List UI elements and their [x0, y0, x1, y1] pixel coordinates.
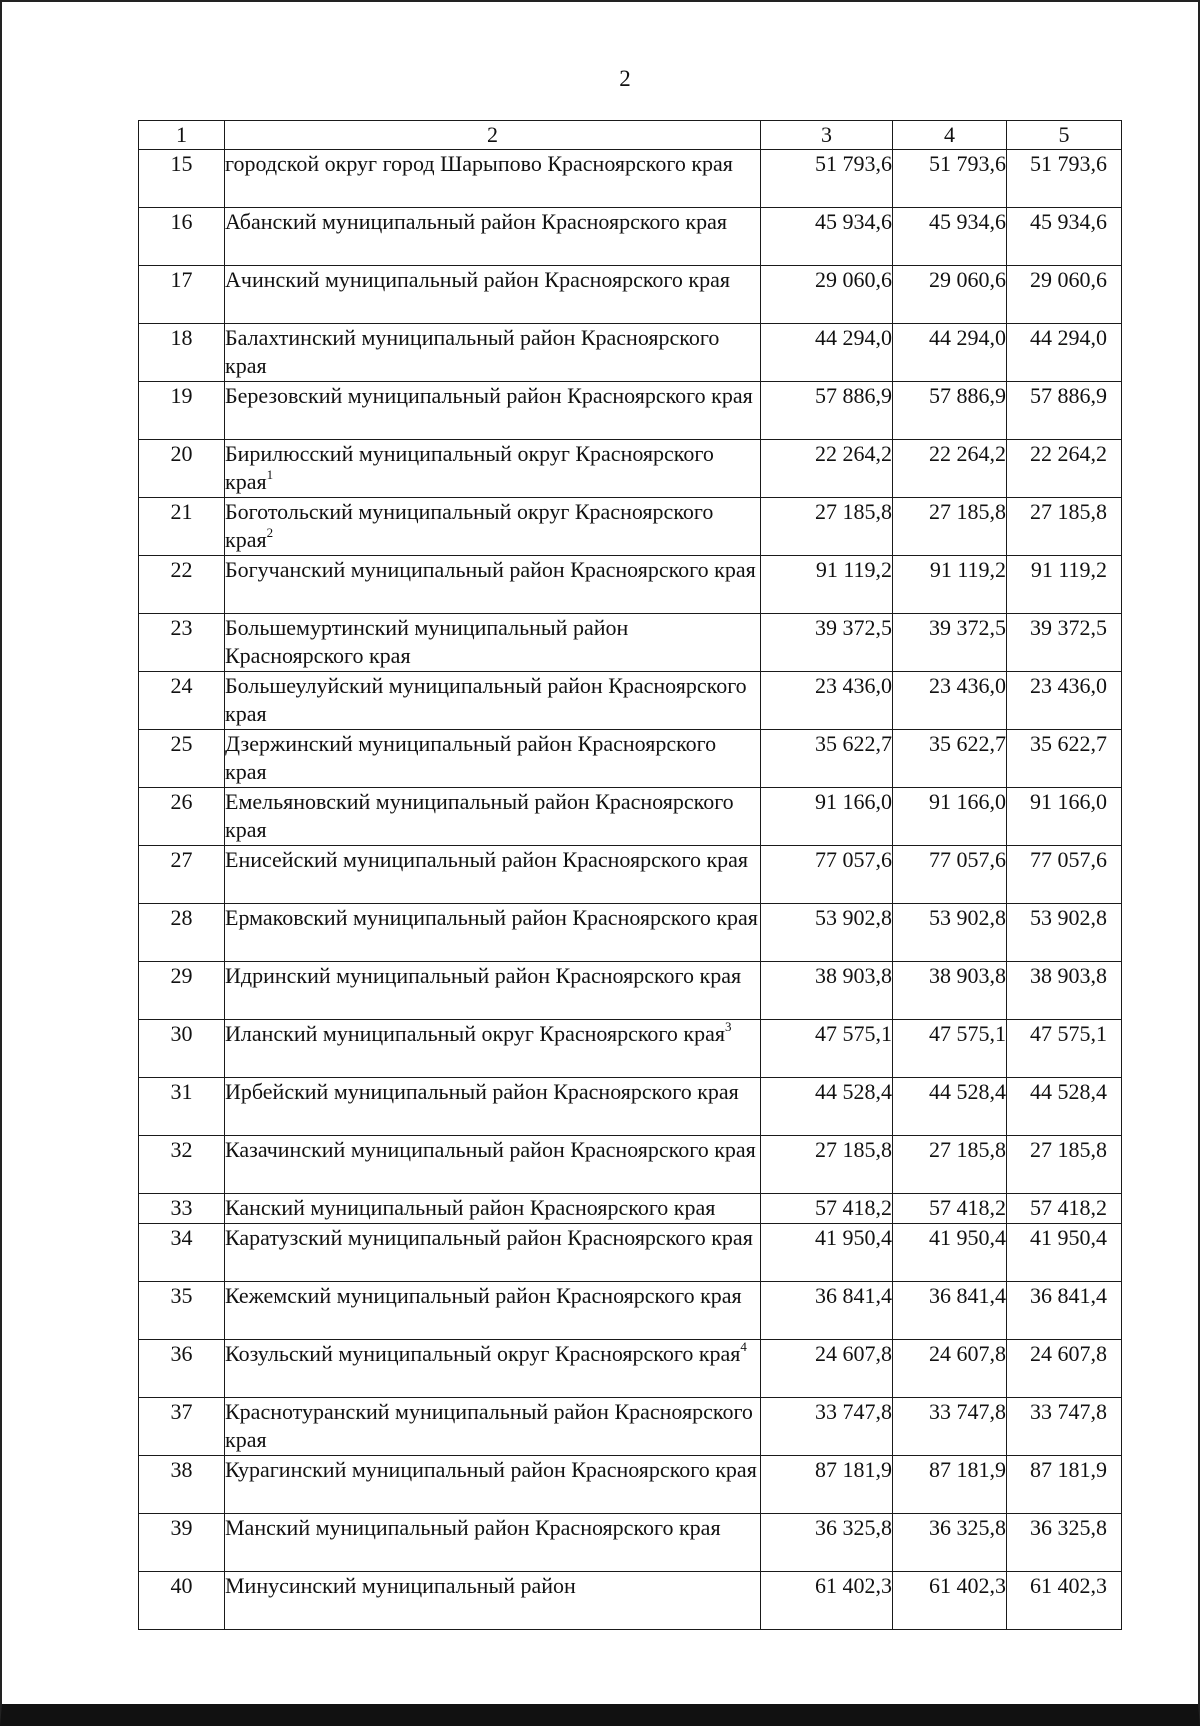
table-row [139, 672, 1122, 730]
value-col-4: 91 166,0 [893, 788, 1007, 846]
value-col-4: 45 934,6 [893, 208, 1007, 266]
table-row [139, 1398, 1122, 1456]
municipality-name: Идринский муниципальный район Красноярского края [225, 963, 742, 988]
value-col-5: 44 528,4 [1007, 1078, 1122, 1136]
municipality-name: Каратузский муниципальный район Красноярского края [225, 1225, 753, 1250]
header-col-1: 1 [139, 121, 225, 150]
municipality-name: Кежемский муниципальный район Красноярского края [225, 1283, 742, 1308]
table-row [139, 1456, 1122, 1514]
value-col-5: 27 185,8 [1007, 1136, 1122, 1194]
row-number: 19 [139, 382, 225, 440]
municipality-name-cell [225, 614, 761, 672]
table-row [139, 1078, 1122, 1136]
value-col-5: 24 607,8 [1007, 1340, 1122, 1398]
table-header-row [139, 121, 1122, 150]
row-number: 35 [139, 1282, 225, 1340]
header-col-2: 2 [225, 121, 761, 150]
value-col-5: 45 934,6 [1007, 208, 1122, 266]
value-col-5: 57 418,2 [1007, 1194, 1122, 1224]
value-col-4: 39 372,5 [893, 614, 1007, 672]
value-col-3: 61 402,3 [761, 1572, 893, 1630]
footnote-marker: 1 [266, 467, 274, 482]
value-col-5: 47 575,1 [1007, 1020, 1122, 1078]
municipality-name: Ачинский муниципальный район Красноярского края [225, 267, 730, 292]
footnote-marker: 2 [266, 525, 274, 540]
value-col-5: 77 057,6 [1007, 846, 1122, 904]
municipality-name-cell [225, 672, 761, 730]
municipality-name: Большеулуйский муниципальный район Красноярского края [225, 673, 747, 726]
municipality-name: Казачинский муниципальный район Красноярского края [225, 1137, 756, 1162]
value-col-5: 38 903,8 [1007, 962, 1122, 1020]
value-col-4: 57 418,2 [893, 1194, 1007, 1224]
value-col-4: 24 607,8 [893, 1340, 1007, 1398]
value-col-3: 44 294,0 [761, 324, 893, 382]
value-col-5: 51 793,6 [1007, 150, 1122, 208]
municipality-name-cell [225, 1136, 761, 1194]
municipality-name-cell [225, 846, 761, 904]
municipality-name-cell [225, 1078, 761, 1136]
value-col-4: 29 060,6 [893, 266, 1007, 324]
header-col-4: 4 [893, 121, 1007, 150]
value-col-4: 41 950,4 [893, 1224, 1007, 1282]
table-row [139, 1194, 1122, 1224]
municipality-name: Ирбейский муниципальный район Красноярского края [225, 1079, 739, 1104]
row-number: 28 [139, 904, 225, 962]
municipality-name-cell [225, 1514, 761, 1572]
value-col-3: 36 841,4 [761, 1282, 893, 1340]
table-row [139, 382, 1122, 440]
footnote-marker: 3 [724, 1019, 732, 1034]
footnote-marker: 4 [740, 1339, 747, 1354]
table-row [139, 1136, 1122, 1194]
value-col-4: 23 436,0 [893, 672, 1007, 730]
municipality-name: Емельяновский муниципальный район Красноярского края [225, 789, 734, 842]
municipality-name: Козульский муниципальный округ Красноярского края [225, 1341, 741, 1366]
municipality-name-cell [225, 556, 761, 614]
value-col-4: 33 747,8 [893, 1398, 1007, 1456]
value-col-5: 35 622,7 [1007, 730, 1122, 788]
row-number: 18 [139, 324, 225, 382]
municipality-name-cell [225, 1456, 761, 1514]
row-number: 32 [139, 1136, 225, 1194]
value-col-3: 45 934,6 [761, 208, 893, 266]
table-row [139, 1282, 1122, 1340]
municipality-name: Иланский муниципальный округ Красноярского края [225, 1021, 725, 1046]
row-number: 26 [139, 788, 225, 846]
value-col-3: 33 747,8 [761, 1398, 893, 1456]
value-col-3: 22 264,2 [761, 440, 893, 498]
row-number: 16 [139, 208, 225, 266]
value-col-4: 27 185,8 [893, 1136, 1007, 1194]
value-col-4: 51 793,6 [893, 150, 1007, 208]
value-col-3: 91 166,0 [761, 788, 893, 846]
municipality-name-cell [225, 1224, 761, 1282]
municipality-name-cell [225, 1020, 761, 1078]
municipality-name-cell [225, 498, 761, 556]
value-col-4: 77 057,6 [893, 846, 1007, 904]
value-col-5: 87 181,9 [1007, 1456, 1122, 1514]
municipality-name: Дзержинский муниципальный район Красноярского края [225, 731, 717, 784]
row-number: 34 [139, 1224, 225, 1282]
value-col-4: 36 325,8 [893, 1514, 1007, 1572]
value-col-5: 22 264,2 [1007, 440, 1122, 498]
value-col-3: 38 903,8 [761, 962, 893, 1020]
table-row [139, 904, 1122, 962]
row-number: 30 [139, 1020, 225, 1078]
value-col-5: 39 372,5 [1007, 614, 1122, 672]
municipality-name-cell [225, 1340, 761, 1398]
value-col-4: 38 903,8 [893, 962, 1007, 1020]
table-row [139, 556, 1122, 614]
value-col-4: 61 402,3 [893, 1572, 1007, 1630]
value-col-3: 57 418,2 [761, 1194, 893, 1224]
value-col-3: 77 057,6 [761, 846, 893, 904]
row-number: 17 [139, 266, 225, 324]
value-col-3: 47 575,1 [761, 1020, 893, 1078]
value-col-4: 27 185,8 [893, 498, 1007, 556]
value-col-4: 36 841,4 [893, 1282, 1007, 1340]
municipality-name: Курагинский муниципальный район Красноярского края [225, 1457, 757, 1482]
value-col-3: 39 372,5 [761, 614, 893, 672]
municipality-name: Березовский муниципальный район Красноярского края [225, 383, 753, 408]
value-col-4: 35 622,7 [893, 730, 1007, 788]
municipality-name: Манский муниципальный район Красноярского края [225, 1515, 721, 1540]
header-col-3: 3 [761, 121, 893, 150]
value-col-4: 57 886,9 [893, 382, 1007, 440]
row-number: 40 [139, 1572, 225, 1630]
table-row [139, 1340, 1122, 1398]
row-number: 29 [139, 962, 225, 1020]
allocation-table [138, 120, 1122, 1630]
table-row [139, 440, 1122, 498]
value-col-5: 36 841,4 [1007, 1282, 1122, 1340]
row-number: 27 [139, 846, 225, 904]
table-row [139, 788, 1122, 846]
table-row [139, 498, 1122, 556]
row-number: 38 [139, 1456, 225, 1514]
municipality-name-cell [225, 382, 761, 440]
value-col-5: 27 185,8 [1007, 498, 1122, 556]
header-col-5: 5 [1007, 121, 1122, 150]
table-row [139, 1224, 1122, 1282]
row-number: 24 [139, 672, 225, 730]
municipality-name-cell [225, 1282, 761, 1340]
municipality-name-cell [225, 904, 761, 962]
value-col-3: 41 950,4 [761, 1224, 893, 1282]
table-row [139, 266, 1122, 324]
value-col-4: 47 575,1 [893, 1020, 1007, 1078]
row-number: 33 [139, 1194, 225, 1224]
municipality-name-cell [225, 150, 761, 208]
value-col-5: 33 747,8 [1007, 1398, 1122, 1456]
municipality-name: Боготольский муниципальный округ Красноярского края [225, 499, 714, 552]
value-col-5: 23 436,0 [1007, 672, 1122, 730]
row-number: 31 [139, 1078, 225, 1136]
table-row [139, 962, 1122, 1020]
municipality-name: Канский муниципальный район Красноярского края [225, 1195, 716, 1220]
value-col-3: 29 060,6 [761, 266, 893, 324]
table-row [139, 846, 1122, 904]
municipality-name: Большемуртинский муниципальный район Красноярского края [225, 615, 629, 668]
value-col-3: 53 902,8 [761, 904, 893, 962]
value-col-5: 61 402,3 [1007, 1572, 1122, 1630]
value-col-5: 91 166,0 [1007, 788, 1122, 846]
row-number: 21 [139, 498, 225, 556]
municipality-name-cell [225, 962, 761, 1020]
value-col-5: 91 119,2 [1007, 556, 1122, 614]
value-col-3: 57 886,9 [761, 382, 893, 440]
row-number: 23 [139, 614, 225, 672]
table-row [139, 1020, 1122, 1078]
row-number: 20 [139, 440, 225, 498]
value-col-3: 35 622,7 [761, 730, 893, 788]
value-col-4: 53 902,8 [893, 904, 1007, 962]
municipality-name-cell [225, 1194, 761, 1224]
table-row [139, 324, 1122, 382]
municipality-name-cell [225, 440, 761, 498]
row-number: 25 [139, 730, 225, 788]
table-row [139, 150, 1122, 208]
municipality-name: Ермаковский муниципальный район Красноярского края [225, 905, 758, 930]
value-col-4: 22 264,2 [893, 440, 1007, 498]
page-number: 2 [619, 66, 631, 91]
table-row [139, 208, 1122, 266]
value-col-3: 27 185,8 [761, 1136, 893, 1194]
value-col-3: 91 119,2 [761, 556, 893, 614]
municipality-name: Абанский муниципальный район Красноярского края [225, 209, 727, 234]
municipality-name-cell [225, 1398, 761, 1456]
table-row [139, 614, 1122, 672]
municipality-name: Бирилюсский муниципальный округ Красноярского края [225, 441, 714, 494]
municipality-name-cell [225, 730, 761, 788]
municipality-name-cell [225, 266, 761, 324]
value-col-4: 91 119,2 [893, 556, 1007, 614]
row-number: 22 [139, 556, 225, 614]
municipality-name-cell [225, 1572, 761, 1630]
value-col-3: 23 436,0 [761, 672, 893, 730]
municipality-name: Балахтинский муниципальный район Красноярского края [225, 325, 720, 378]
value-col-4: 87 181,9 [893, 1456, 1007, 1514]
municipality-name: Минусинский муниципальный район [225, 1573, 576, 1598]
value-col-5: 53 902,8 [1007, 904, 1122, 962]
value-col-3: 24 607,8 [761, 1340, 893, 1398]
table-row [139, 1572, 1122, 1630]
row-number: 36 [139, 1340, 225, 1398]
row-number: 37 [139, 1398, 225, 1456]
value-col-3: 51 793,6 [761, 150, 893, 208]
municipality-name: Краснотуранский муниципальный район Красноярского края [225, 1399, 753, 1452]
row-number: 39 [139, 1514, 225, 1572]
municipality-name: Богучанский муниципальный район Красноярского края [225, 557, 756, 582]
value-col-3: 27 185,8 [761, 498, 893, 556]
municipality-name-cell [225, 324, 761, 382]
value-col-5: 36 325,8 [1007, 1514, 1122, 1572]
municipality-name-cell [225, 208, 761, 266]
municipality-name: городской округ город Шарыпово Красноярского края [225, 151, 733, 176]
table-row [139, 730, 1122, 788]
value-col-3: 87 181,9 [761, 1456, 893, 1514]
value-col-5: 57 886,9 [1007, 382, 1122, 440]
value-col-3: 44 528,4 [761, 1078, 893, 1136]
municipality-name: Енисейский муниципальный район Красноярского края [225, 847, 749, 872]
value-col-3: 36 325,8 [761, 1514, 893, 1572]
value-col-5: 29 060,6 [1007, 266, 1122, 324]
value-col-5: 44 294,0 [1007, 324, 1122, 382]
table-row [139, 1514, 1122, 1572]
row-number: 15 [139, 150, 225, 208]
value-col-4: 44 528,4 [893, 1078, 1007, 1136]
value-col-4: 44 294,0 [893, 324, 1007, 382]
municipality-name-cell [225, 788, 761, 846]
value-col-5: 41 950,4 [1007, 1224, 1122, 1282]
